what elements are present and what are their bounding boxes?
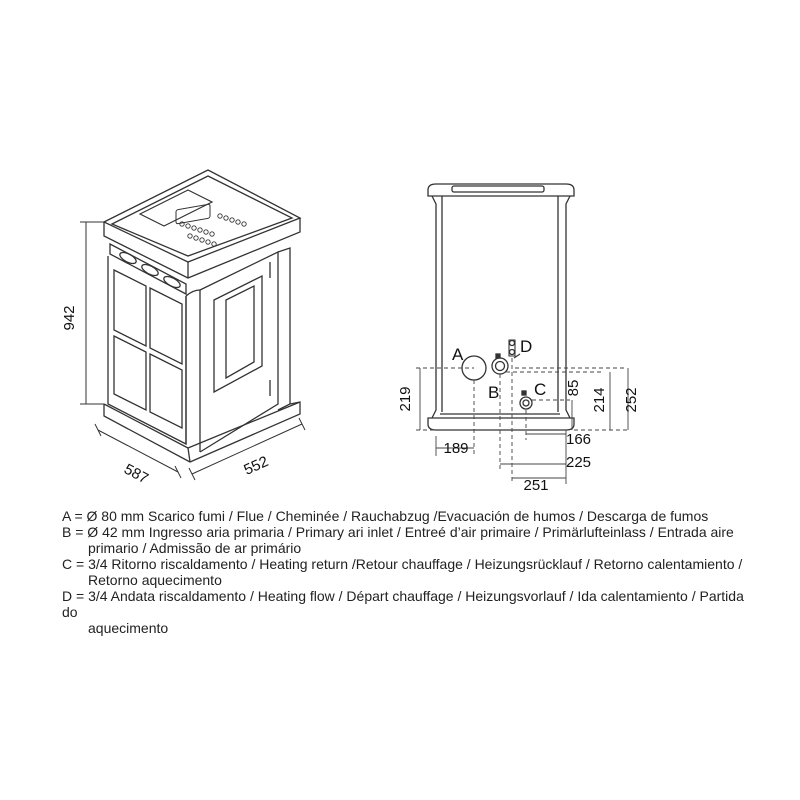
heating-return-c bbox=[520, 397, 532, 409]
connections-legend bbox=[62, 508, 762, 636]
dim-c-offset: 166 bbox=[566, 431, 592, 448]
dim-b-offset: 225 bbox=[566, 454, 592, 471]
dim-d-height: 252 bbox=[623, 387, 640, 413]
legend-a-text: A = Ø 80 mm Scarico fumi / Flue / Cheminée / Rauchabzug /Evacuación de humos / Descarga de fumos bbox=[62, 508, 709, 524]
legend-d-continuation: aquecimento bbox=[88, 620, 169, 636]
dim-a-height: 219 bbox=[397, 386, 414, 412]
depth-dimension-label: 587 bbox=[121, 460, 152, 488]
legend-c-text: C = 3/4 Ritorno riscaldamento / Heating return /Retour chauffage / Heizungsrücklauf / Retorno calentamiento / bbox=[62, 556, 743, 572]
marker-b: B bbox=[488, 383, 500, 402]
legend-item-a bbox=[62, 508, 762, 524]
legend-item-b bbox=[62, 524, 762, 556]
air-inlet-b bbox=[492, 358, 508, 374]
width-dimension-label: 552 bbox=[241, 453, 272, 479]
marker-c: C bbox=[534, 380, 547, 399]
legend-item-c bbox=[62, 556, 762, 588]
stove-rear-view bbox=[428, 184, 574, 430]
legend-b-continuation: primario / Admissão de ar primário bbox=[88, 540, 302, 556]
dim-b-height: 214 bbox=[591, 387, 608, 413]
marker-d: D bbox=[520, 337, 533, 356]
height-dimension-label: 942 bbox=[61, 305, 78, 331]
marker-a: A bbox=[452, 345, 464, 364]
dim-c-height: 85 bbox=[565, 379, 582, 397]
dim-a-offset: 189 bbox=[443, 440, 469, 457]
legend-c-continuation: Retorno aquecimento bbox=[88, 572, 222, 588]
rear-dimension-lines bbox=[416, 358, 630, 484]
legend-d-text: D = 3/4 Andata riscaldamento / Heating flow / Départ chauffage / Heizungsvorlauf / Ida calentamiento / Partida do bbox=[62, 588, 744, 620]
dim-d-offset: 251 bbox=[523, 477, 549, 494]
legend-b-text: B = Ø 42 mm Ingresso aria primaria / Primary ari inlet / Entreé d’air primaire / Primärlufteinlass / Entrada aire bbox=[62, 524, 734, 540]
control-panel-buttons bbox=[180, 214, 246, 246]
legend-item-d bbox=[62, 588, 762, 636]
stove-perspective-view bbox=[104, 170, 300, 462]
